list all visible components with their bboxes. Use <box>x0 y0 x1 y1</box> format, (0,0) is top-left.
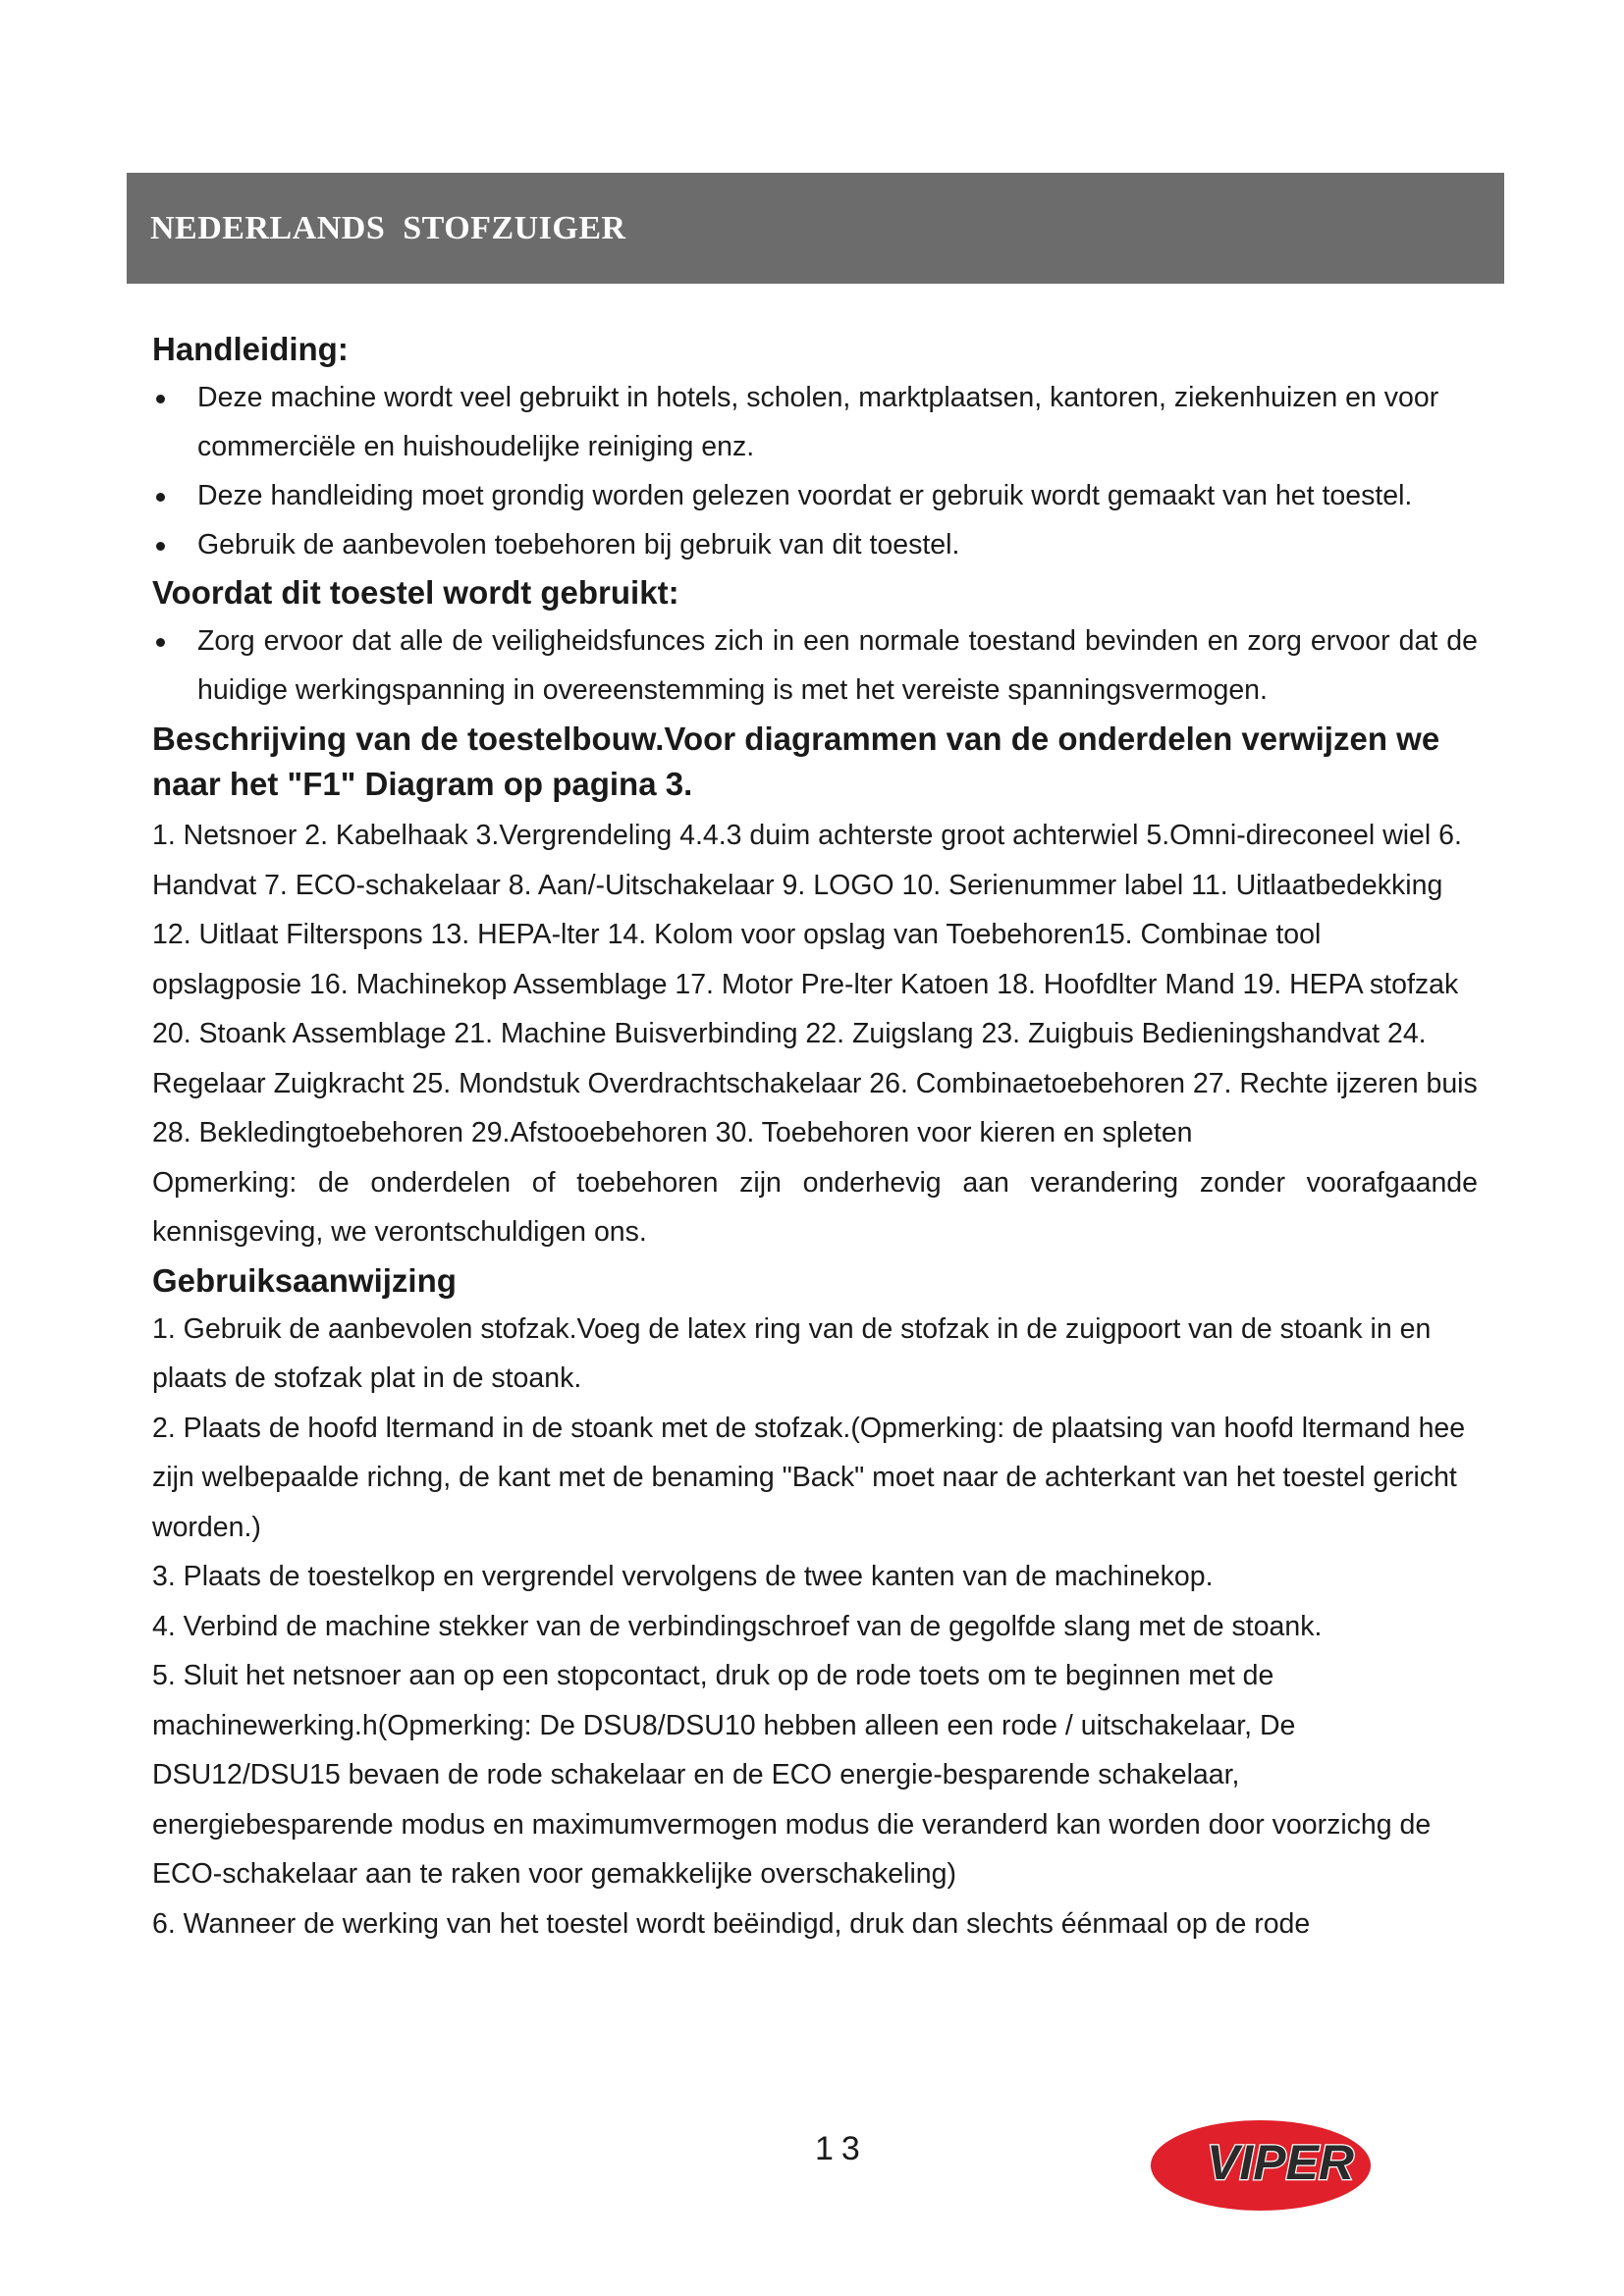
bullet-dot-icon <box>156 542 165 551</box>
parts-list: 1. Netsnoer 2. Kabelhaak 3.Vergrendeling 4.4.3 duim achterste groot achterwiel 5.Omni-direconeel wiel 6. Handvat 7. ECO-schakelaar 8. Aan/-Uitschakelaar 9. LOGO 10. Serienummer label 11. Uitlaatbedekking 12. Uitlaat Filterspons 13. HEPA-lter 14. Kolom voor opslag van Toebehoren15. Combinae tool opslagposie 16. Machinekop Assemblage 17. Motor Pre-lter Katoen 18. Hoofdlter Mand 19. HEPA stofzak 20. Stoank Assemblage 21. Machine Buisverbinding 22. Zuigslang 23. Zuigbuis Bedieningshandvat 24. Regelaar Zuigkracht 25. Mondstuk Overdrachtschakelaar 26. Combinaetoebehoren 27. Rechte ijzeren buis 28. Bekledingtoebehoren 29.Afstooebehoren 30. Toebehoren voor kieren en spleten <box>152 820 1478 1148</box>
instruction-step: 1. Gebruik de aanbevolen stofzak.Voeg de latex ring van de stofzak in de zuigpoort van de stoank in en plaats de stofzak plat in de stoank. <box>152 1312 1432 1394</box>
heading-handleiding: Handleiding: <box>152 331 349 367</box>
bullet-item <box>152 471 1478 520</box>
bullet-item <box>152 520 1478 569</box>
instruction-step: 2. Plaats de hoofd ltermand in de stoank met de stofzak.(Opmerking: de plaatsing van hoofd ltermand hee zijn welbepaalde richng, de kant met de benaming "Back" moet naar de achterkant van het toestel gericht worden.) <box>152 1412 1466 1543</box>
page-number: 13 <box>815 2130 868 2167</box>
bullet-item <box>152 373 1478 471</box>
heading-gebruik: Gebruiksaanwijzing <box>152 1261 457 1299</box>
instruction-step: 6. Wanneer de werking van het toestel wordt beëindigd, druk dan slechts éénmaal op de rode <box>152 1907 1311 1940</box>
bullet-item <box>152 616 1478 715</box>
handleiding-bullets <box>152 373 1478 569</box>
instruction-step: 5. Sluit het netsnoer aan op een stopcontact, druk op de rode toets om te beginnen met de machinewerking.h(Opmerking: De DSU8/DSU10 hebben alleen een rode / uitschakelaar, De DSU12/DSU15 bevaen de rode schakelaar en de ECO energie-besparende schakelaar, energiebesparende modus en maximumvermogen modus die veranderd kan worden door voorzichg de ECO-schakelaar aan te raken voor gemakkelijke overschakeling) <box>152 1660 1432 1890</box>
instruction-step: 4. Verbind de machine stekker van de verbindingschroef van de gegolfde slang met de stoank. <box>152 1610 1323 1642</box>
page-content <box>152 326 1478 1949</box>
parts-note: Opmerking: de onderdelen of toebehoren zijn onderhevig aan verandering zonder voorafgaande kennisgeving, we verontschuldigen ons. <box>152 1166 1478 1248</box>
viper-logo <box>1145 2109 1410 2216</box>
bullet-text: Deze handleiding moet grondig worden gelezen voordat er gebruik wordt gemaakt van het toestel. <box>197 480 1413 511</box>
bullet-dot-icon <box>156 638 165 647</box>
instruction-step: 3. Plaats de toestelkop en vergrendel vervolgens de twee kanten van de machinekop. <box>152 1561 1214 1592</box>
bullet-text: Gebruik de aanbevolen toebehoren bij gebruik van dit toestel. <box>197 529 960 561</box>
bullet-text: Zorg ervoor dat alle de veiligheidsfunces zich in een normale toestand bevinden en zorg ervoor dat de huidige werkingspanning in overeenstemming is met het vereiste spanningsvermogen. <box>197 625 1478 706</box>
bullet-dot-icon <box>156 395 165 403</box>
heading-beschrijving: Beschrijving van de toestelbouw.Voor diagrammen van de onderdelen verwijzen we naar het "F1" Diagram op pagina 3. <box>152 721 1440 802</box>
bullet-text: Deze machine wordt veel gebruikt in hotels, scholen, marktplaatsen, kantoren, ziekenhuizen en voor commerciële en huishoudelijke reiniging enz. <box>197 382 1439 462</box>
logo-text: VIPER <box>1206 2135 1355 2190</box>
heading-voordat: Voordat dit toestel wordt gebruikt: <box>152 574 679 611</box>
section-header-band <box>127 173 1504 284</box>
header-title: NEDERLANDS STOFZUIGER <box>150 210 626 246</box>
bullet-dot-icon <box>156 493 165 502</box>
voordat-bullets <box>152 616 1478 715</box>
